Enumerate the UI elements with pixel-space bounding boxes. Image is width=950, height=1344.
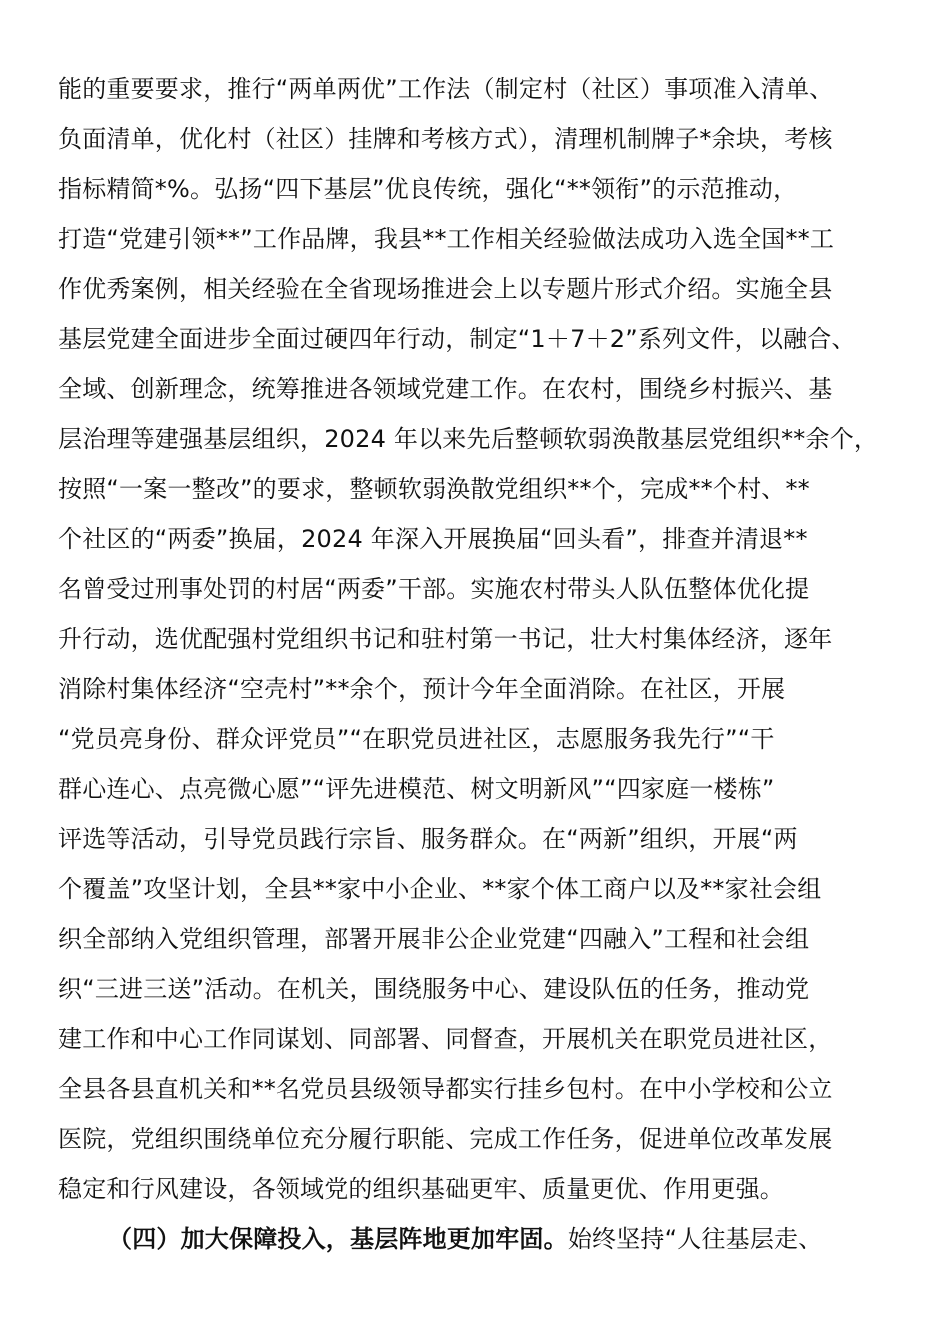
text-line: 建工作和中心工作同谋划、同部署、同督查，开展机关在职党员进社区， xyxy=(58,1025,833,1053)
text-line: 作优秀案例，相关经验在全省现场推进会上以专题片形式介绍。实施全县 xyxy=(58,275,833,303)
text-line: 指标精简*%。弘扬“四下基层”优良传统，强化“**领衔”的示范推动， xyxy=(58,175,798,203)
text-line: 负面清单，优化村（社区）挂牌和考核方式），清理机制牌子*余块，考核 xyxy=(58,125,833,153)
text-line: 医院，党组织围绕单位充分履行职能、完成工作任务，促进单位改革发展 xyxy=(58,1125,833,1153)
section-heading-title: （四）加大保障投入，基层阵地更加牢固。 xyxy=(108,1225,568,1253)
text-line: 全域、创新理念，统筹推进各领域党建工作。在农村，围绕乡村振兴、基 xyxy=(58,375,833,403)
text-line: 打造“党建引领**”工作品牌，我县**工作相关经验做法成功入选全国**工 xyxy=(58,225,835,253)
text-line: 基层党建全面进步全面过硬四年行动，制定“1＋7＋2”系列文件，以融合、 xyxy=(58,325,856,353)
text-line: 织“三进三送”活动。在机关，围绕服务中心、建设队伍的任务，推动党 xyxy=(58,975,810,1003)
text-line: 消除村集体经济“空壳村”**余个，预计今年全面消除。在社区，开展 xyxy=(58,675,786,703)
text-line: 个覆盖”攻坚计划，全县**家中小企业、**家个体工商户以及**家社会组 xyxy=(58,875,822,903)
text-line: 个社区的“两委”换届，2024 年深入开展换届“回头看”，排查并清退** xyxy=(58,525,808,553)
section-heading xyxy=(108,1222,822,1256)
section-heading-text: 始终坚持“人往基层走、 xyxy=(567,1225,823,1253)
text-line: 织全部纳入党组织管理，部署开展非公企业党建“四融入”工程和社会组 xyxy=(58,925,810,953)
text-line: 稳定和行风建设，各领域党的组织基础更牢、质量更优、作用更强。 xyxy=(58,1175,784,1203)
text-line: 升行动，选优配强村党组织书记和驻村第一书记，壮大村集体经济，逐年 xyxy=(58,625,833,653)
text-line: 能的重要要求，推行“两单两优”工作法（制定村（社区）事项准入清单、 xyxy=(58,75,834,103)
text-line: 群心连心、点亮微心愿”“评先进模范、树文明新风”“四家庭一楼栋” xyxy=(58,775,775,803)
text-line: 按照“一案一整改”的要求，整顿软弱涣散党组织**个，完成**个村、** xyxy=(58,475,810,503)
text-line: 全县各县直机关和**名党员县级领导都实行挂乡包村。在中小学校和公立 xyxy=(58,1075,833,1103)
text-line: 名曾受过刑事处罚的村居“两委”干部。实施农村带头人队伍整体优化提 xyxy=(58,575,810,603)
text-line: 层治理等建强基层组织，2024 年以来先后整顿软弱涣散基层党组织**余个， xyxy=(58,425,879,453)
text-line: “党员亮身份、群众评党员”“在职党员进社区，志愿服务我先行”“干 xyxy=(58,725,775,753)
text-line: 评选等活动，引导党员践行宗旨、服务群众。在“两新”组织，开展“两 xyxy=(58,825,798,853)
